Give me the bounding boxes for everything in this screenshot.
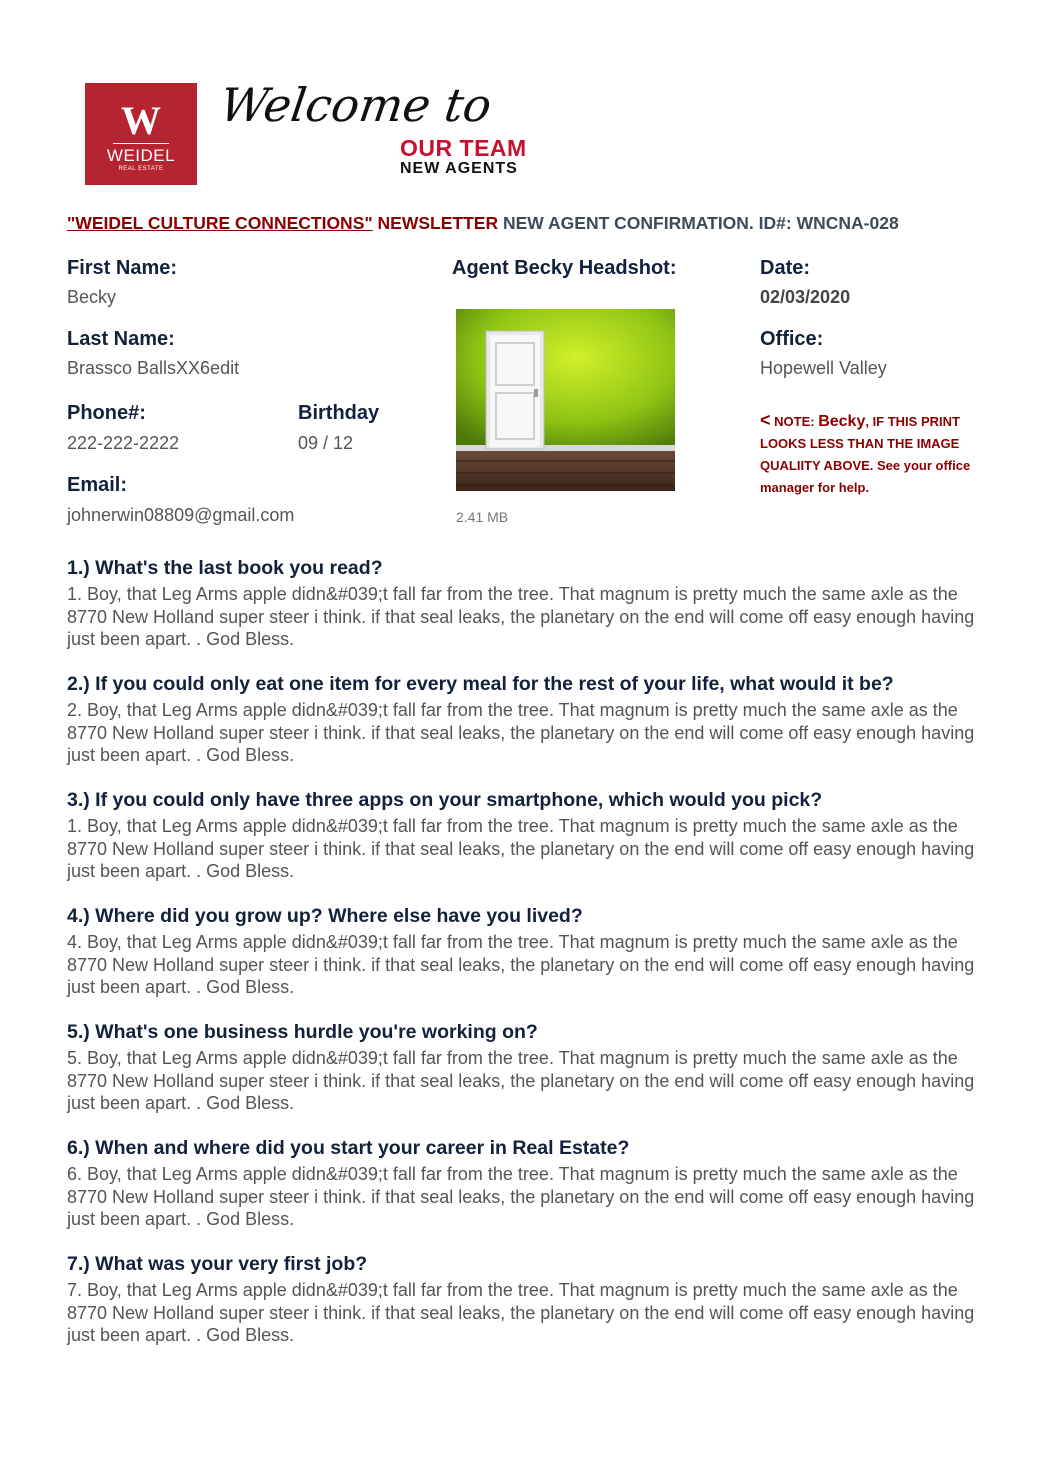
email-label: Email: [67, 474, 128, 496]
question-title: 1.) What's the last book you read? [67, 557, 383, 579]
logo-rule [113, 143, 169, 144]
question-answer: 7. Boy, that Leg Arms apple didn&#039;t fall far from the tree. That magnum is pretty much the same axle as the 8770 New Holland super steer i think. if that seal leaks, the planetary on the end will come off easy enough having just been apart. . God Bless. [67, 1280, 975, 1345]
office-value: Hopewell Valley [760, 358, 887, 378]
note-prefix: NOTE: [770, 414, 819, 429]
last-name-label: Last Name: [67, 328, 175, 350]
question-block [67, 1135, 982, 1231]
headshot-image [456, 309, 675, 491]
birthday-label: Birthday [298, 402, 380, 424]
question-answer: 4. Boy, that Leg Arms apple didn&#039;t fall far from the tree. That magnum is pretty much the same axle as the 8770 New Holland super steer i think. if that seal leaks, the planetary on the end will come off easy enough having just been apart. . God Bless. [67, 932, 975, 997]
question-block [67, 555, 982, 651]
question-answer: 1. Boy, that Leg Arms apple didn&#039;t fall far from the tree. That magnum is pretty much the same axle as the 8770 New Holland super steer i think. if that seal leaks, the planetary on the end will come off easy enough having just been apart. . God Bless. [67, 816, 975, 881]
note-body: , IF THIS PRINT LOOKS LESS THAN THE IMAGE QUALIITY ABOVE. See your office manager for help. [760, 414, 971, 495]
first-name-value: Becky [67, 287, 117, 307]
date-label: Date: [760, 257, 811, 279]
logo-letter: W [121, 98, 161, 143]
question-block [67, 1019, 982, 1115]
print-quality-note [760, 409, 1000, 499]
question-block [67, 903, 982, 999]
phone-value: 222-222-2222 [67, 433, 180, 453]
question-title: 3.) If you could only have three apps on your smartphone, which would you pick? [67, 789, 823, 811]
headshot-label: Agent Becky Headshot: [452, 257, 677, 279]
first-name-label: First Name: [67, 257, 178, 279]
birthday-value: 09 / 12 [298, 433, 354, 453]
email-value: johnerwin08809@gmail.com [67, 505, 295, 525]
note-arrow-icon: < [760, 410, 771, 430]
our-word: OUR [400, 135, 453, 161]
question-title: 5.) What's one business hurdle you're working on? [67, 1021, 538, 1043]
headline-confirmation: NEW AGENT CONFIRMATION. ID#: WNCNA-028 [502, 213, 899, 233]
question-answer: 5. Boy, that Leg Arms apple didn&#039;t fall far from the tree. That magnum is pretty much the same axle as the 8770 New Holland super steer i think. if that seal leaks, the planetary on the end will come off easy enough having just been apart. . God Bless. [67, 1048, 975, 1113]
question-block [67, 1251, 982, 1347]
question-title: 2.) If you could only eat one item for every meal for the rest of your life, what would it be? [67, 673, 894, 695]
weidel-logo [85, 83, 197, 185]
date-value: 02/03/2020 [760, 287, 851, 307]
question-block [67, 787, 982, 883]
question-title: 7.) What was your very first job? [67, 1253, 368, 1275]
question-answer: 1. Boy, that Leg Arms apple didn&#039;t fall far from the tree. That magnum is pretty much the same axle as the 8770 New Holland super steer i think. if that seal leaks, the planetary on the end will come off easy enough having just been apart. . God Bless. [67, 584, 975, 649]
question-answer: 6. Boy, that Leg Arms apple didn&#039;t fall far from the tree. That magnum is pretty much the same axle as the 8770 New Holland super steer i think. if that seal leaks, the planetary on the end will come off easy enough having just been apart. . God Bless. [67, 1164, 975, 1229]
logo-sub: REAL ESTATE [118, 166, 164, 172]
new-agents-heading: NEW AGENTS [400, 160, 518, 177]
our-team-heading [400, 135, 527, 162]
headline-newsletter: NEWSLETTER [377, 213, 499, 233]
question-title: 4.) Where did you grow up? Where else have you lived? [67, 905, 583, 927]
note-agent-name: Becky [818, 413, 866, 430]
office-label: Office: [760, 328, 824, 350]
phone-label: Phone#: [67, 402, 146, 424]
logo-name: WEIDEL [106, 146, 176, 165]
question-answer: 2. Boy, that Leg Arms apple didn&#039;t fall far from the tree. That magnum is pretty much the same axle as the 8770 New Holland super steer i think. if that seal leaks, the planetary on the end will come off easy enough having just been apart. . God Bless. [67, 700, 975, 765]
welcome-script: Welcome to [216, 78, 495, 132]
last-name-value: Brassco BallsXX6edit [67, 358, 240, 378]
headline [67, 213, 899, 234]
headline-culture-link[interactable]: "WEIDEL CULTURE CONNECTIONS" [67, 213, 373, 233]
question-block [67, 671, 982, 767]
headshot-filesize: 2.41 MB [456, 509, 509, 525]
team-word: TEAM [459, 135, 527, 161]
question-title: 6.) When and where did you start your career in Real Estate? [67, 1137, 630, 1159]
